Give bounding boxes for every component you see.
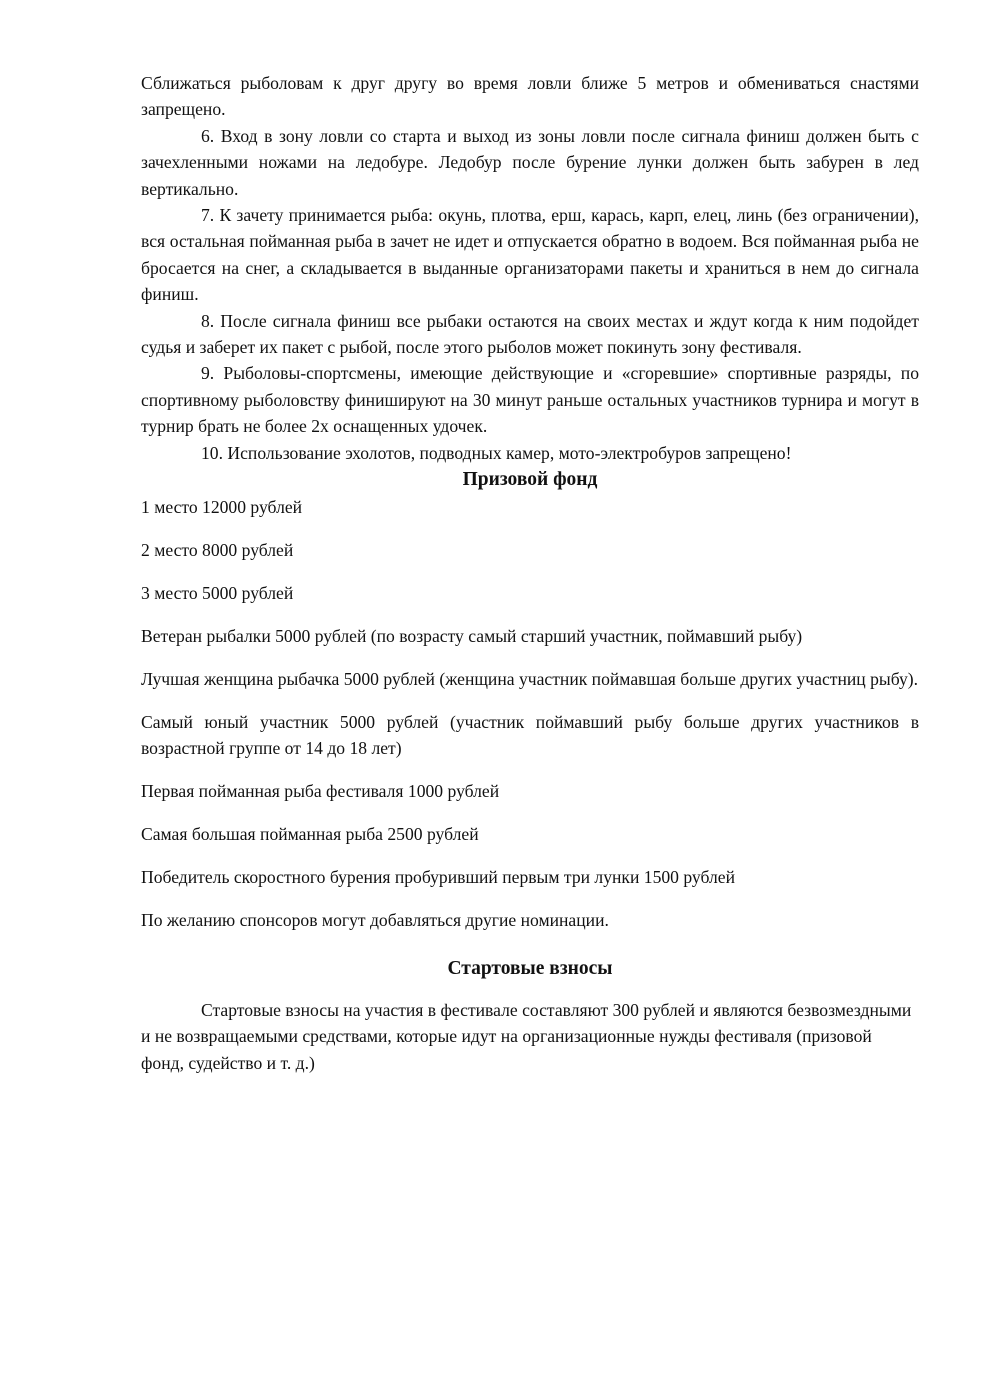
prize-item: 1 место 12000 рублей [141,497,303,518]
prize-item: 3 место 5000 рублей [141,582,294,603]
rule-item-6: 6. Вход в зону ловли со старта и выход из зоны ловли после сигнала финиш должен быть с зачехленными ножами на ледобуре. Ледобур после бурение лунки должен быть забурен в лед вертикально. [141,125,919,199]
prize-item: Самый юный участник 5000 рублей (участник поймавший рыбу больше других участников в возрастной группе от 14 до 18 лет) [141,711,919,759]
prize-item: 2 место 8000 рублей [141,540,294,560]
document-page [141,70,919,1076]
entry-fees-paragraph: Стартовые взносы на участия в фестивале составляют 300 рублей и являются безвозмездными и не возвращаемыми средствами, которые идут на организационные нужды фестиваля (призовой фонд, судейство и т. д.) [141,1000,912,1073]
rule-item-10: 10. Использование эхолотов, подводных камер, мото-электробуров запрещено! [201,442,792,463]
prize-list [141,494,919,933]
prize-item: Победитель скоростного бурения пробуривший первым три лунки 1500 рублей [141,866,736,887]
prize-item: По желанию спонсоров могут добавляться другие номинации. [141,909,609,930]
prize-item: Ветеран рыбалки 5000 рублей (по возрасту самый старший участник, поймавший рыбу) [141,625,803,646]
prize-item: Лучшая женщина рыбачка 5000 рублей (женщина участник поймавшая больше других участниц рыбу). [141,668,919,689]
prize-item: Первая пойманная рыба фестиваля 1000 рублей [141,780,500,801]
prize-item: Самая большая пойманная рыба 2500 рублей [141,823,479,844]
rule-item-9: 9. Рыболовы-спортсмены, имеющие действующие и «сгоревшие» спортивные разряды, по спортивному рыболовству финишируют на 30 минут раньше остальных участников турнира и могут в турнир брать не более 2х оснащенных удочек. [141,363,919,437]
rule-item-7: 7. К зачету принимается рыба: окунь, плотва, ерш, карась, карп, елец, линь (без ограничении), вся остальная пойманная рыба в зачет не идет и отпускается обратно в водоем. Вся пойманная рыба не бросается на снег, а складывается в выданные организаторами пакеты и храниться в нем до сигнала финиш. [141,205,919,305]
rule-item-8: 8. После сигнала финиш все рыбаки остаются на своих местах и ждут когда к ним подойдет судья и заберет их пакет с рыбой, после этого рыболов может покинуть зону фестиваля. [141,310,919,358]
prize-fund-heading: Призовой фонд [462,469,598,491]
entry-fees-heading: Стартовые взносы [447,958,613,980]
rule-continuation-paragraph: Сближаться рыболовам к друг другу во время ловли ближе 5 метров и обмениваться снастями запрещено. [141,73,919,120]
